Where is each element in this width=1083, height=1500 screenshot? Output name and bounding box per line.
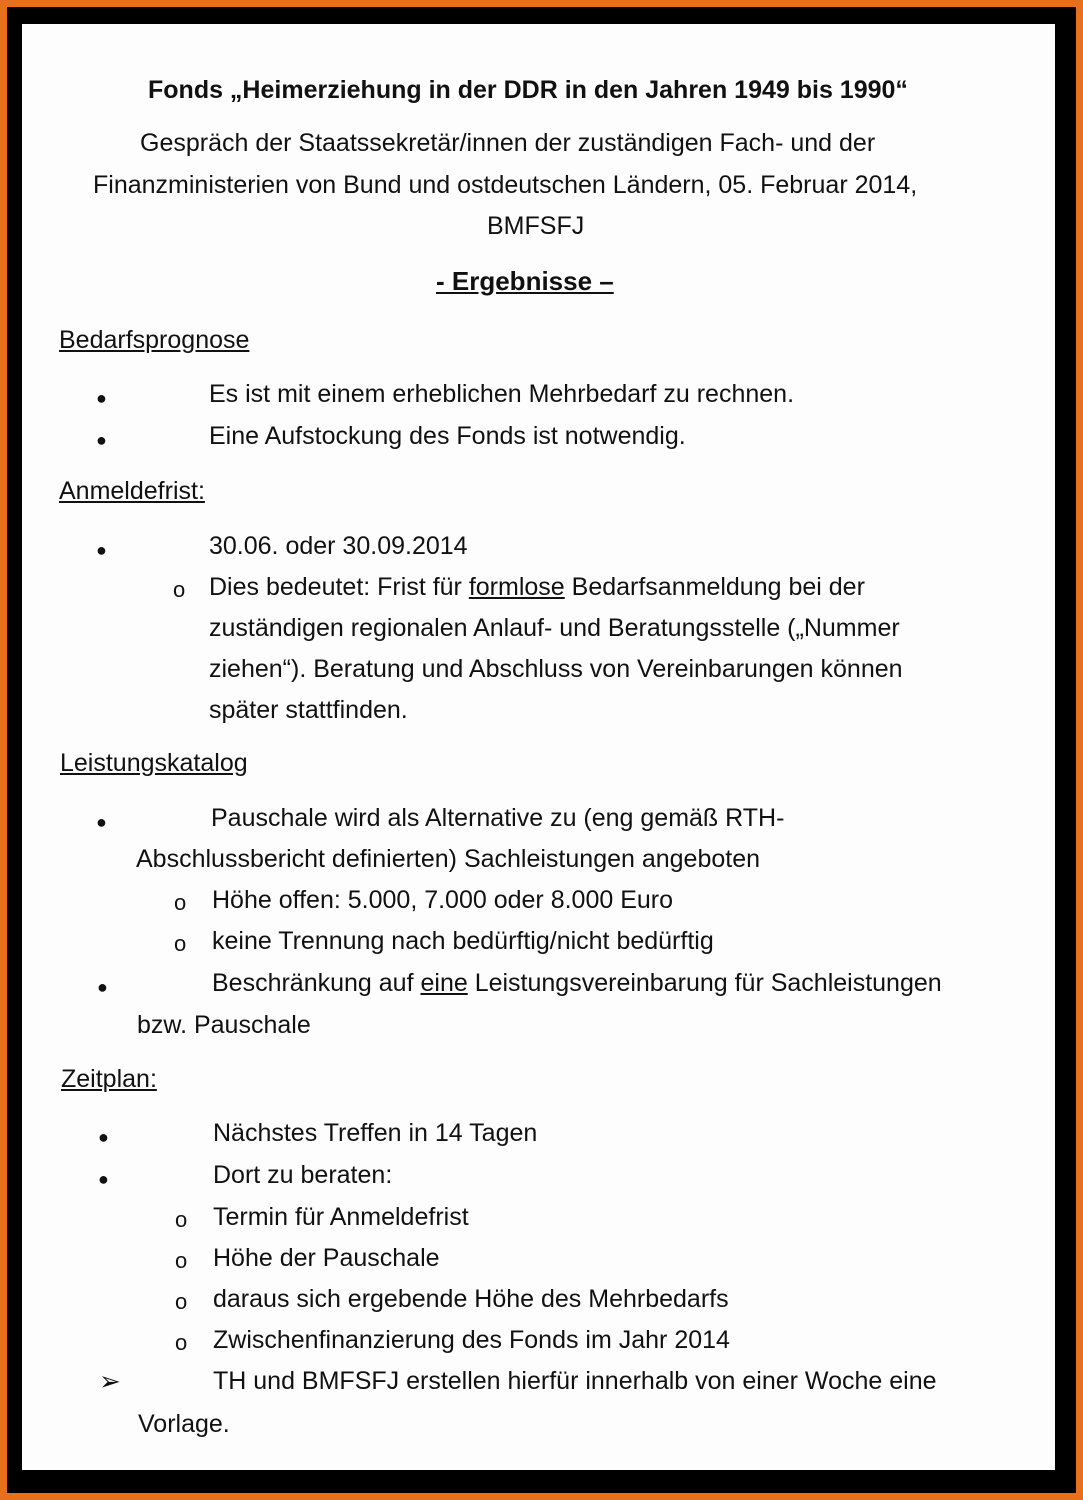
list-item: Es ist mit einem erheblichen Mehrbedarf zu rechnen. [209,380,795,408]
document-page [22,24,1055,1470]
list-item: Dort zu beraten: [213,1161,393,1189]
sub-bullet-icon: o [173,577,186,602]
arrow-bullet-icon: ➢ [99,1366,121,1396]
list-item: Eine Aufstockung des Fonds ist notwendig. [209,422,686,450]
sub-list-item: daraus sich ergebende Höhe des Mehrbedarfs [213,1285,729,1313]
sub-bullet-icon: o [174,890,187,915]
list-item: Beschränkung auf eine Leistungsvereinbarung für Sachleistungen [212,969,942,997]
bullet-icon: ● [97,977,108,997]
list-item: Pauschale wird als Alternative zu (eng gemäß RTH- [211,804,785,832]
list-item-continuation: bzw. Pauschale [137,1011,311,1039]
results-heading: - Ergebnisse – [436,266,614,296]
bullet-icon: ● [96,812,107,832]
sub-list-item: Termin für Anmeldefrist [213,1203,469,1231]
sub-list-item: Dies bedeutet: Frist für formlose Bedarfsanmeldung bei der [209,573,865,601]
bullet-icon: ● [96,430,107,450]
bullet-icon: ● [98,1169,109,1189]
sub-bullet-icon: o [175,1330,188,1355]
sub-bullet-icon: o [175,1207,188,1232]
document-title: Fonds „Heimerziehung in der DDR in den Jahren 1949 bis 1990“ [148,76,908,104]
list-item-continuation: Abschlussbericht definierten) Sachleistungen angeboten [136,845,761,873]
bullet-icon: ● [96,388,107,408]
sub-bullet-icon: o [174,931,187,956]
sub-list-item: keine Trennung nach bedürftig/nicht bedürftig [212,927,714,955]
bullet-icon: ● [96,540,107,560]
section-title-leistungskatalog: Leistungskatalog [60,749,248,777]
list-item: Nächstes Treffen in 14 Tagen [213,1119,538,1147]
sub-list-item-continuation: später stattfinden. [209,696,408,724]
section-title-bedarfsprognose: Bedarfsprognose [59,326,250,354]
sub-list-item-continuation: zuständigen regionalen Anlauf- und Beratungsstelle („Nummer [209,614,900,642]
subtitle-line-2: Finanzministerien von Bund und ostdeutschen Ländern, 05. Februar 2014, [93,171,918,199]
sub-bullet-icon: o [175,1289,188,1314]
section-title-anmeldefrist: Anmeldefrist: [59,477,205,505]
subtitle-line-3: BMFSFJ [487,212,585,240]
list-item: 30.06. oder 30.09.2014 [209,532,468,560]
list-item-continuation: Vorlage. [138,1410,230,1438]
sub-list-item-continuation: ziehen“). Beratung und Abschluss von Vereinbarungen können [209,655,903,683]
sub-list-item: Zwischenfinanzierung des Fonds im Jahr 2014 [213,1326,730,1354]
section-title-zeitplan: Zeitplan: [61,1065,157,1093]
list-item: TH und BMFSFJ erstellen hierfür innerhalb von einer Woche eine [213,1367,937,1395]
sub-list-item: Höhe offen: 5.000, 7.000 oder 8.000 Euro [212,886,674,914]
sub-list-item: Höhe der Pauschale [213,1244,440,1272]
bullet-icon: ● [98,1127,109,1147]
subtitle-line-1: Gespräch der Staatssekretär/innen der zuständigen Fach- und der [140,129,876,157]
sub-bullet-icon: o [175,1248,188,1273]
